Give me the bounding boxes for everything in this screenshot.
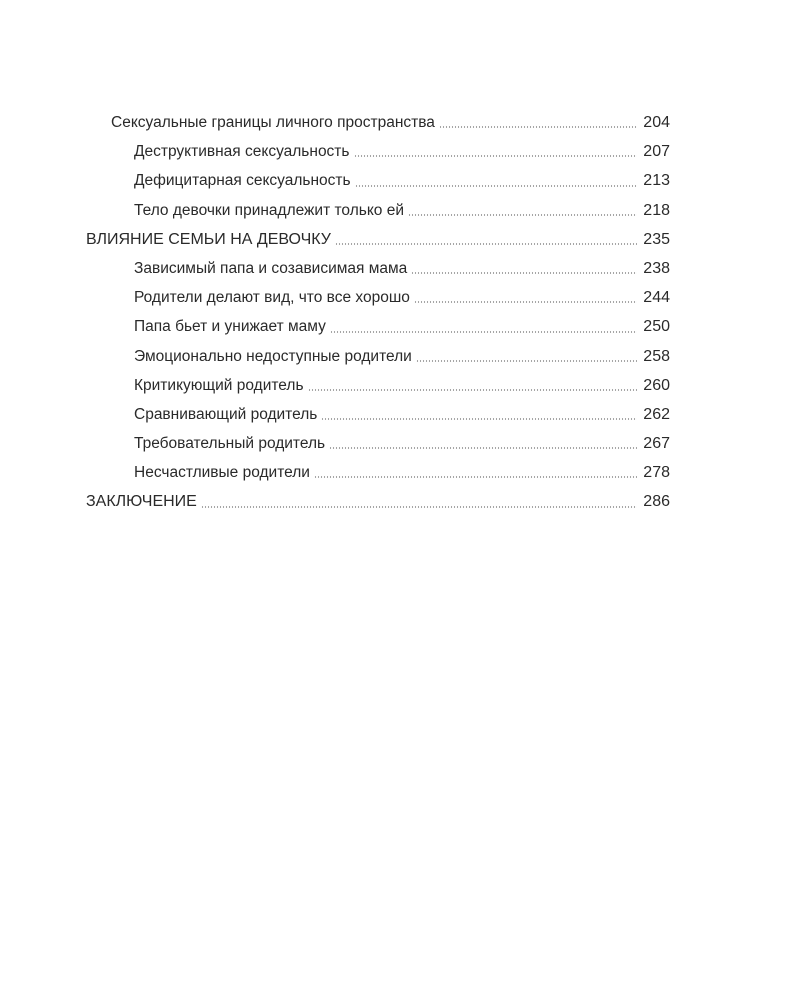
toc-entry[interactable] — [86, 400, 670, 429]
toc-entry-title: Папа бьет и унижает маму — [134, 318, 326, 336]
toc-entry[interactable] — [86, 371, 670, 400]
toc-entry-title: Тело девочки принадлежит только ей — [134, 201, 404, 219]
toc-entry-page: 204 — [643, 114, 670, 131]
toc-dot-leader — [330, 331, 637, 333]
toc-entry-title: Сравнивающий родитель — [134, 405, 318, 423]
toc-chapter-entry[interactable] — [86, 225, 670, 254]
toc-entry-title: Дефицитарная сексуальность — [134, 172, 351, 190]
toc-entry[interactable] — [86, 254, 670, 283]
toc-entry-page: 235 — [643, 230, 670, 248]
toc-entry-title: Сексуальные границы личного пространства — [111, 114, 435, 131]
toc-dot-leader — [408, 214, 637, 216]
toc-entry-page: 218 — [643, 201, 670, 219]
toc-entry-page: 278 — [643, 464, 670, 482]
toc-entry-title: ЗАКЛЮЧЕНИЕ — [86, 493, 197, 511]
toc-entry[interactable] — [86, 108, 670, 137]
toc-entry-title: Родители делают вид, что все хорошо — [134, 289, 410, 307]
toc-entry[interactable] — [86, 166, 670, 195]
toc-entry-title: Деструктивная сексуальность — [134, 143, 350, 161]
toc-entry-title: Несчастливые родители — [134, 464, 310, 482]
toc-entry-page: 250 — [643, 318, 670, 336]
toc-entry-page: 238 — [643, 259, 670, 277]
toc-entry-title: ВЛИЯНИЕ СЕМЬИ НА ДЕВОЧКУ — [86, 230, 331, 248]
toc-entry-page: 244 — [643, 289, 670, 307]
toc-dot-leader — [439, 126, 637, 128]
toc-entry-page: 267 — [643, 435, 670, 453]
table-of-contents — [86, 108, 670, 517]
toc-entry-title: Эмоционально недоступные родители — [134, 347, 412, 365]
toc-chapter-entry[interactable] — [86, 487, 670, 516]
toc-entry-page: 262 — [643, 405, 670, 423]
toc-entry[interactable] — [86, 429, 670, 458]
toc-entry-page: 207 — [643, 143, 670, 161]
toc-dot-leader — [314, 476, 637, 478]
toc-dot-leader — [308, 389, 638, 391]
toc-entry[interactable] — [86, 458, 670, 487]
toc-dot-leader — [329, 447, 637, 449]
toc-entry[interactable] — [86, 312, 670, 341]
toc-entry[interactable] — [86, 342, 670, 371]
toc-dot-leader — [201, 506, 637, 508]
toc-dot-leader — [416, 360, 637, 362]
toc-dot-leader — [411, 272, 637, 274]
toc-entry[interactable] — [86, 137, 670, 166]
toc-entry-title: Требовательный родитель — [134, 435, 326, 453]
toc-entry-title: Зависимый папа и созависимая мама — [134, 259, 408, 277]
toc-dot-leader — [355, 185, 638, 187]
toc-entry-page: 213 — [643, 172, 670, 190]
toc-dot-leader — [335, 243, 637, 245]
toc-entry[interactable] — [86, 283, 670, 312]
toc-entry-page: 260 — [643, 376, 670, 394]
toc-entry-page: 258 — [643, 347, 670, 365]
toc-entry-page: 286 — [643, 493, 670, 511]
toc-dot-leader — [354, 155, 638, 157]
toc-dot-leader — [321, 418, 637, 420]
toc-entry-title: Критикующий родитель — [134, 376, 304, 394]
toc-dot-leader — [414, 301, 637, 303]
toc-entry[interactable] — [86, 196, 670, 225]
